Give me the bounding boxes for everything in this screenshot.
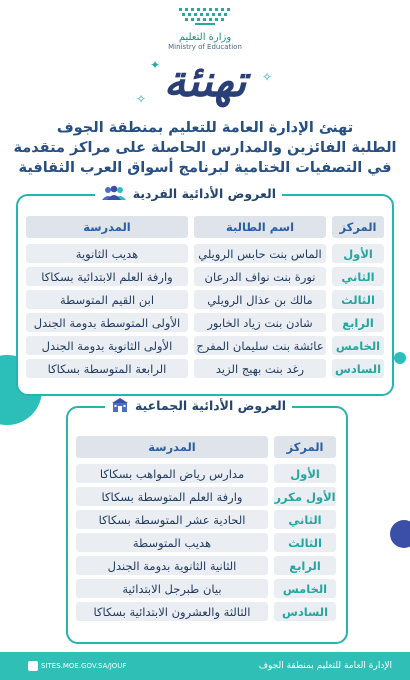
school-cell: وارفة العلم المتوسطة بسكاكا	[76, 487, 268, 506]
group-title-text: العروض الأدائية الجماعية	[134, 397, 286, 413]
table-row	[26, 336, 384, 355]
school-cell: الأولى الثانوية بدومة الجندل	[26, 336, 188, 355]
school-cell: الحادية عشر المتوسطة بسكاكا	[76, 510, 268, 529]
group-table	[76, 436, 336, 621]
sparkle-icon: ✧	[262, 70, 273, 84]
school-cell: الرابعة المتوسطة بسكاكا	[26, 359, 188, 378]
header-school: المدرسة	[26, 216, 188, 238]
school-cell: الثالثة والعشرون الابتدائية بسكاكا	[76, 602, 268, 621]
school-cell: الثانية الثانوية بدومة الجندل	[76, 556, 268, 575]
hero-title: تهنئة	[163, 56, 247, 107]
school-cell: ابن القيم المتوسطة	[26, 290, 188, 309]
table-row	[26, 359, 384, 378]
table-row	[26, 244, 384, 263]
school-icon	[111, 397, 129, 413]
group-results-panel	[66, 397, 348, 644]
school-cell: هديب الثانوية	[26, 244, 188, 263]
globe-icon	[28, 661, 38, 671]
table-row	[76, 464, 336, 483]
student-cell: نورة بنت نواف الدرعان	[194, 267, 326, 286]
table-header-row	[26, 216, 384, 240]
sparkle-icon: ✧	[136, 92, 147, 106]
hero	[0, 52, 410, 118]
school-cell: مدارس رياض المواهب بسكاكا	[76, 464, 268, 483]
ministry-header	[0, 6, 410, 51]
rank-cell: الثالث	[274, 533, 336, 552]
footer-org-name: الإدارة العامة للتعليم بمنطقة الجوف	[258, 661, 392, 671]
table-row	[76, 579, 336, 598]
table-row	[76, 533, 336, 552]
header-student: اسم الطالبة	[194, 216, 326, 238]
intro-line: الطلبة الفائزين والمدارس الحاصلة على مراكز متقدمة	[13, 140, 397, 156]
rank-cell: الثالث	[332, 290, 384, 309]
header-rank: المركز	[332, 216, 384, 238]
school-cell: هديب المتوسطة	[76, 533, 268, 552]
student-cell: شادن بنت زياد الخابور	[194, 313, 326, 332]
people-icon	[101, 185, 127, 201]
table-row	[76, 556, 336, 575]
sparkle-icon: ✦	[150, 58, 161, 72]
rank-cell: الأول	[332, 244, 384, 263]
individual-table	[26, 216, 384, 378]
group-panel-title	[105, 397, 292, 413]
footer-site-link[interactable]	[28, 661, 126, 671]
ministry-logo-icon	[165, 6, 245, 32]
table-header-row	[76, 436, 336, 460]
table-row	[26, 267, 384, 286]
rank-cell: الخامس	[274, 579, 336, 598]
rank-cell: السادس	[274, 602, 336, 621]
rank-cell: الأول مكرر	[274, 487, 336, 506]
rank-cell: الأول	[274, 464, 336, 483]
table-row	[26, 313, 384, 332]
rank-cell: الرابع	[274, 556, 336, 575]
decor-dot-right	[394, 352, 406, 364]
table-row	[76, 510, 336, 529]
school-cell: وارفة العلم الابتدائية بسكاكا	[26, 267, 188, 286]
intro-text	[8, 118, 402, 178]
rank-cell: الثاني	[332, 267, 384, 286]
rank-cell: الثاني	[274, 510, 336, 529]
student-cell: الماس بنت حابس الرويلي	[194, 244, 326, 263]
school-cell: الأولى المتوسطة بدومة الجندل	[26, 313, 188, 332]
header-school: المدرسة	[76, 436, 268, 458]
individual-title-text: العروض الأدائية الفردية	[132, 185, 276, 201]
intro-line: تهنئ الإدارة العامة للتعليم بمنطقة الجوف	[56, 120, 354, 136]
footer-site-text: SITES.MOE.GOV.SA/JOUF	[41, 662, 127, 670]
footer-bar	[0, 652, 410, 680]
individual-panel-title	[95, 185, 282, 201]
ministry-name-ar: وزارة التعليم	[178, 32, 232, 43]
table-row	[76, 487, 336, 506]
table-row	[76, 602, 336, 621]
rank-cell: السادس	[332, 359, 384, 378]
decor-circle-right	[390, 520, 410, 548]
student-cell: رغد بنت بهيج الزيد	[194, 359, 326, 378]
individual-results-panel	[16, 185, 394, 396]
table-row	[26, 290, 384, 309]
intro-line: في التصفيات الختامية لبرنامج أسواق العرب الثقافية	[18, 160, 392, 176]
ministry-name-en: Ministry of Education	[168, 43, 242, 51]
rank-cell: الرابع	[332, 313, 384, 332]
rank-cell: الخامس	[332, 336, 384, 355]
student-cell: مالك بن عذال الرويلي	[194, 290, 326, 309]
school-cell: بيان طبرجل الابتدائية	[76, 579, 268, 598]
student-cell: عائشة بنت سليمان المفرج	[194, 336, 326, 355]
header-rank: المركز	[274, 436, 336, 458]
